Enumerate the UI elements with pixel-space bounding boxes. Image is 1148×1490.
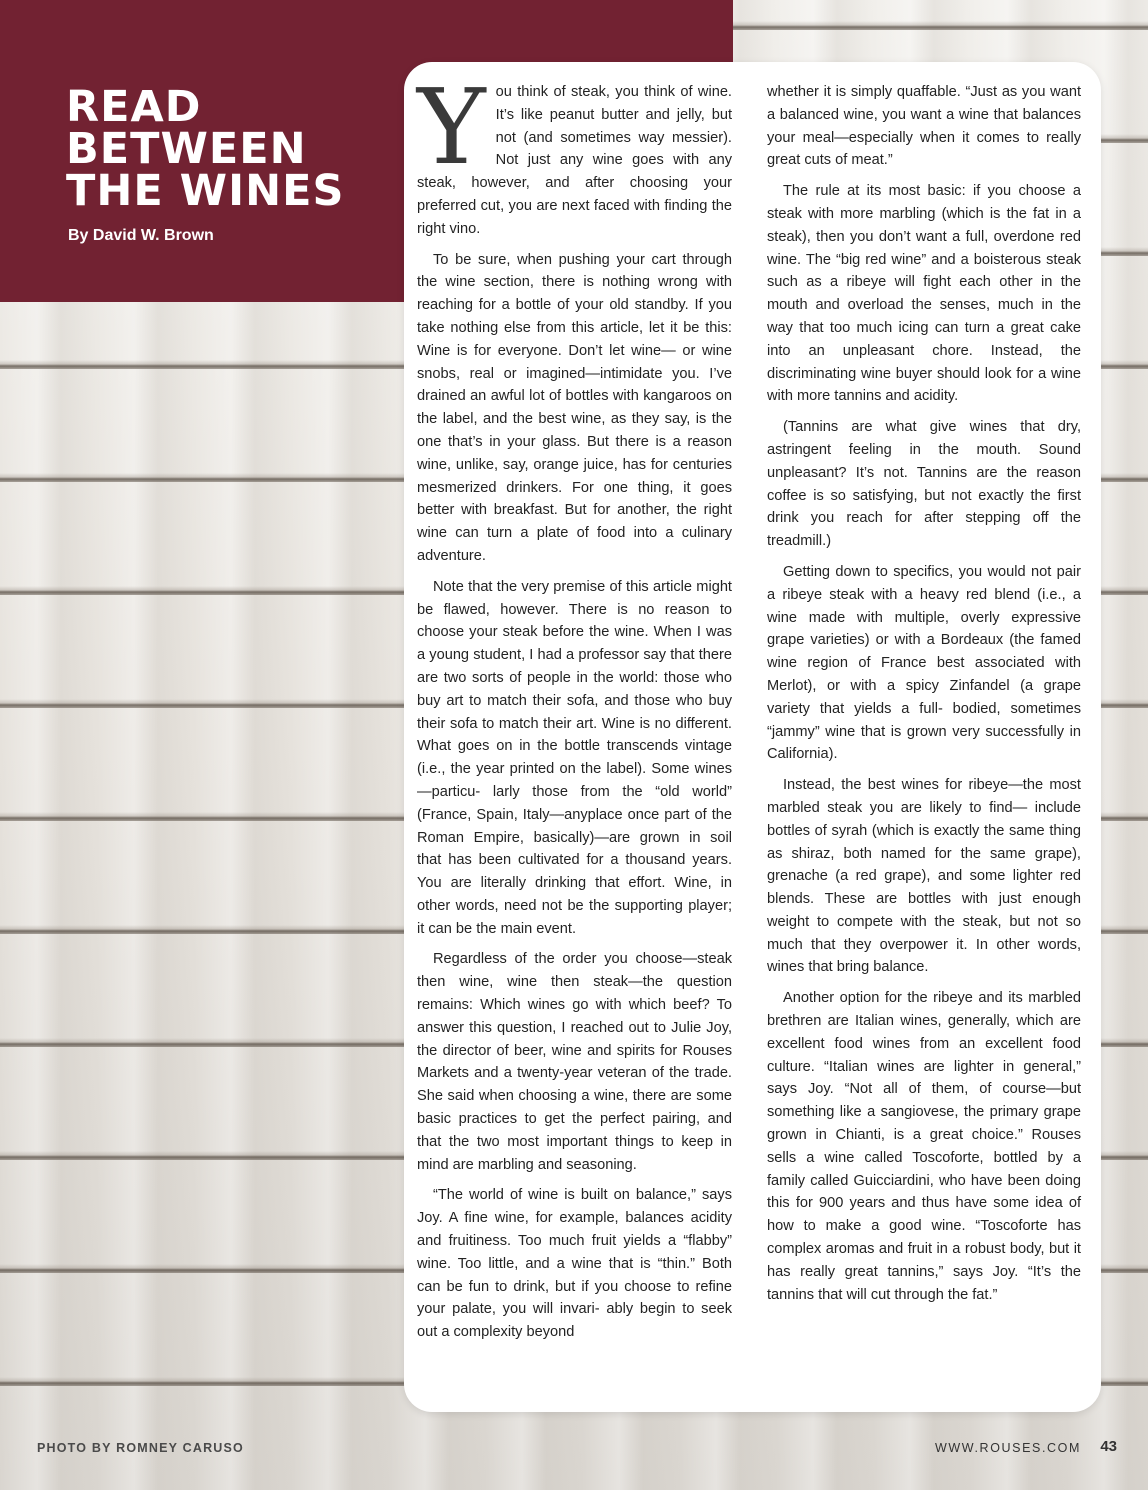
article-column-right xyxy=(767,81,1081,1314)
paragraph: To be sure, when pushing your cart through the wine section, there is nothing wrong with reaching for a bottle of your old standby. If you take nothing else from this article, let it be this: Wine is for everyone. Don’t let wine— or wine snobs, real or imagined—intimidate you. I’ve drained an awful lot of bottles with kangaroos on the label, and the best wine, as they say, is the one that’s in your glass. But there is a reason wine, unlike, say, orange juice, has for centuries mesmerized drinkers. For one thing, it goes better with breakfast. But for another, the right wine can turn a plate of food into a culinary adventure. xyxy=(417,251,732,564)
paragraph: “The world of wine is built on balance,” says Joy. A fine wine, for example, balances acidity and fruitiness. Too much fruit yields a “flabby” wine. Too little, and a wine that is “thin.” Both can be fun to drink, but if you choose to refine your palate, you will invari- ably begin to seek out a complexity beyond xyxy=(417,1187,732,1341)
paragraph-text: ou think of steak, you think of wine. It’s like peanut butter and jelly, but not (and sometimes way messier). Not just any wine goes with any steak, however, and after choosing your preferred cut, you are next faced with finding the right vino. xyxy=(417,84,732,237)
paragraph: Instead, the best wines for ribeye—the most marbled steak you are likely to find— include bottles of syrah (which is exactly the same thing as shiraz, both named for the same grape), grenache (a red grape), and some lighter red blends. These are bottles with just enough weight to compete with the steak, but not so much that they overpower it. In other words, wines that bring balance. xyxy=(767,777,1081,976)
paragraph: Getting down to specifics, you would not pair a ribeye steak with a heavy red blend (i.e., a wine made with multiple, overly expressive grape varieties) or with a Bordeaux (the famed wine region of France best associated with Merlot), or with a spicy Zinfandel (a grape variety that yields a full- bodied, sometimes “jammy” wine that is grown very successfully in California). xyxy=(767,563,1081,763)
page-number: 43 xyxy=(1100,1438,1117,1455)
headline-line-3: THE WINES xyxy=(66,166,345,216)
headline-line-2: BETWEEN xyxy=(66,124,307,174)
byline: By David W. Brown xyxy=(68,227,214,244)
headline-line-1: READ xyxy=(66,82,202,132)
dropcap: Y xyxy=(417,66,486,188)
website-link[interactable]: WWW.ROUSES.COM xyxy=(934,1441,1081,1455)
paragraph: The rule at its most basic: if you choose a steak with more marbling (which is the fat in a steak), then you don’t want a full, overdone red wine. The “big red wine” and a boisterous steak such as a ribeye will fight each other in the mouth and overload the senses, much in the way that too much icing can turn a great cake into an unpleasant chore. Instead, the discriminating wine buyer should look for a wine with more tannins and acidity. xyxy=(767,183,1081,405)
paragraph: Another option for the ribeye and its marbled brethren are Italian wines, generally, which are excellent food wines from an excellent food culture. “Italian wines are lighter in general,” says Joy. “Not all of them, of course—but something like a sangiovese, the primary grape grown in Chianti, is a great choice.” Rouses sells a wine called Toscoforte, bottled by a family called Guicciardini, who have been doing this for 900 years and thus have some idea of how to make a good wine. “Toscoforte has complex aromas and fruit in a robust body, but it has really great tannins,” says Joy. “It’s the tannins that will cut through the fat.” xyxy=(767,990,1081,1303)
photo-credit: PHOTO BY ROMNEY CARUSO xyxy=(37,1441,244,1455)
paragraph xyxy=(417,66,732,241)
paragraph: Note that the very premise of this article might be flawed, however. There is no reason to choose your steak before the wine. When I was a young student, I had a professor say that there are two sorts of people in the world: those who buy art to match their sofa, and those who buy their sofa to match their art. Wine is no different. What goes on in the bottle transcends vintage (i.e., the year printed on the label). Some wines—particu- larly those from the “old world” (France, Spain, Italy—anyplace once part of the Roman Empire, basically)—are grown in soil that has been cultivated for a thousand years. You are literally drinking that effort. Wine, in other words, need not be the supporting player; it can be the main event. xyxy=(417,578,732,937)
article-column-left xyxy=(417,66,732,1352)
article-headline xyxy=(66,82,345,216)
paragraph: Regardless of the order you choose—steak then wine, wine then steak—the question remains: Which wines go with which beef? To answer this question, I reached out to Julie Joy, the director of beer, wine and spirits for Rouses Markets and a twenty-year veteran of the trade. She said when choosing a wine, there are some basic practices to get the perfect pairing, and that the two most important things to keep in mind are marbling and seasoning. xyxy=(417,951,732,1173)
paragraph: whether it is simply quaffable. “Just as you want a balanced wine, you want a wine that balances your meal—especially when it comes to really great cuts of meat.” xyxy=(767,84,1081,169)
paragraph: (Tannins are what give wines that dry, astringent feeling in the mouth. Sound unpleasant? It’s not. Tannins are the reason coffee is so satisfying, but not exactly the first drink you reach for after stepping off the treadmill.) xyxy=(767,419,1081,550)
